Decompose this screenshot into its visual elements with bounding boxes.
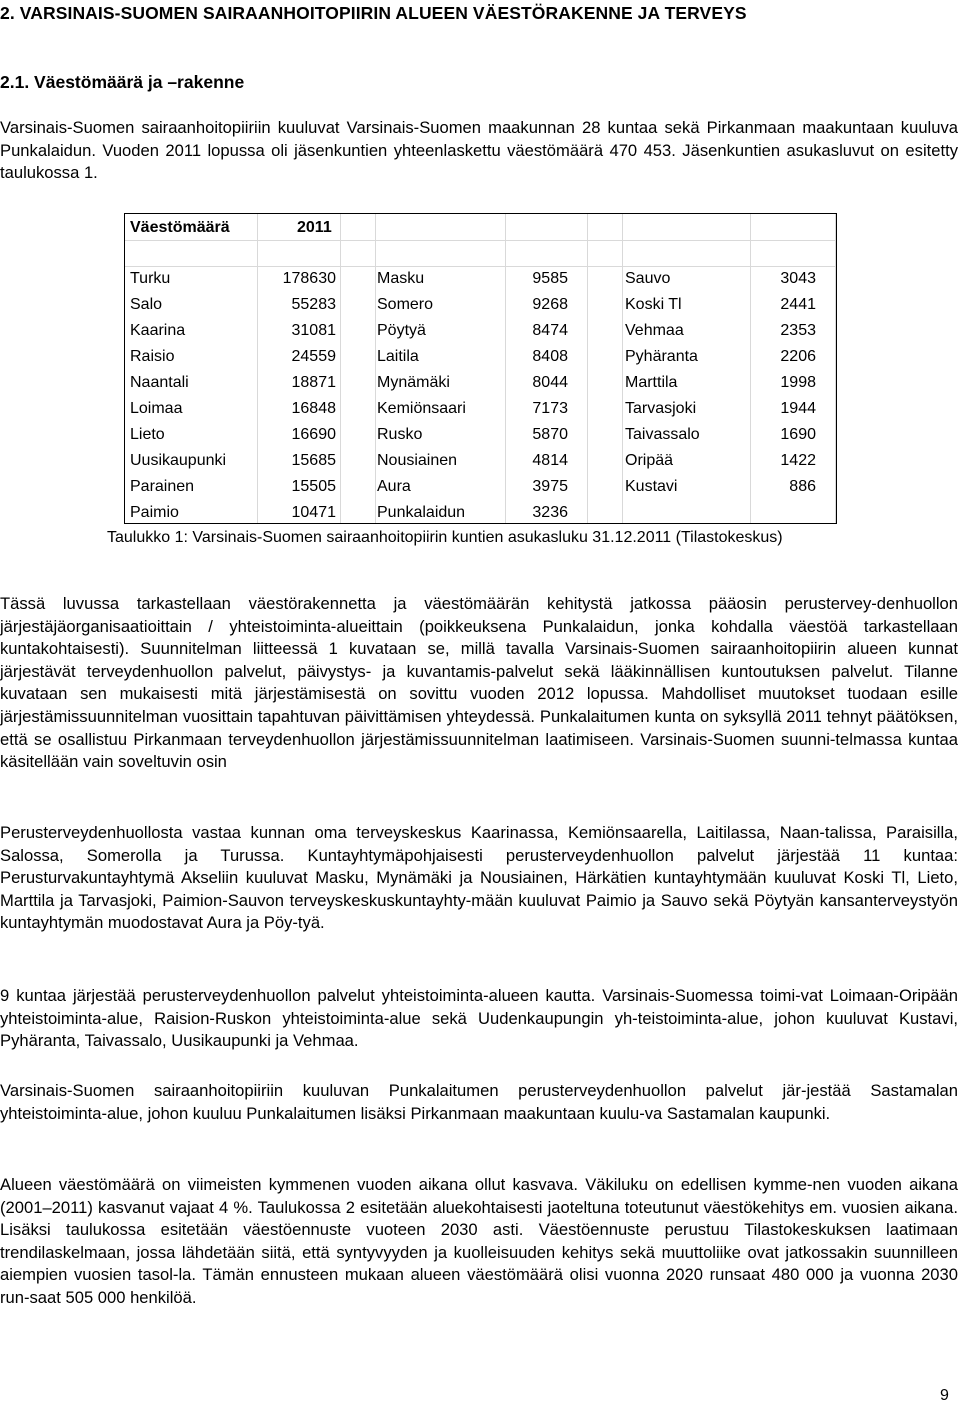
municipality-population: 3975	[532, 478, 568, 495]
table-grid-line	[340, 214, 341, 523]
municipality-name: Mynämäki	[377, 374, 450, 391]
municipality-name: Raisio	[130, 348, 175, 365]
municipality-population: 1690	[780, 426, 816, 443]
municipality-name: Pöytyä	[377, 322, 426, 339]
table-grid-line	[125, 266, 836, 267]
municipality-name: Loimaa	[130, 400, 183, 417]
municipality-name: Sauvo	[625, 270, 671, 287]
municipality-population: 3236	[532, 504, 568, 521]
municipality-name: Turku	[130, 270, 171, 287]
body-paragraph: Perusterveydenhuollosta vastaa kunnan oma terveyskeskus Kaarinassa, Kemiönsaarella, Laitilassa, Naan-talissa, Paraisilla, Salossa, Somerolla ja Turussa. Kuntayhtymäpohjaisesti perusterveydenhuollon palvelut järjestää 11 kuntaa: Perusturvakuntayhtymä Akseliin kuuluvat Masku, Mynämäki ja Nousiainen, Härkätien kuntayhtymään kuuluvat Koski Tl, Lieto, Marttila ja Tarvasjoki, Paimion-Sauvon terveyskeskuskuntayhty-mään kuuluvat Paimio ja Sauvo sekä Pöytyän kansanterveystyön kuntayhtymän muodostavat Aura ja Pöy-tyä.	[0, 823, 958, 933]
table-grid-line	[257, 214, 258, 523]
municipality-name: Nousiainen	[377, 452, 458, 469]
body-paragraph: Alueen väestömäärä on viimeisten kymmenen vuoden aikana ollut kasvava. Väkiluku on edellisen kymme-nen vuoden aikana (2001–2011) kasvanut vajaat 4 %. Taulukossa 2 esitetään aluekohtaisesti jaoteltuna toteutunut väestökehitys em. vuosien aikana. Lisäksi taulukossa esitetään väestöennuste vuoteen 2030 asti. Väestöennuste perustuu Tilastokeskuksen laatimaan trendilaskelmaan, jossa lähdetään siitä, että syntyvyyden ja kuolleisuuden kehitys sekä muuttoliike ovat jatkossakin suunnilleen aiempien vuosien tasol-la. Tämän ennusteen mukaan alueen väestömäärä olisi vuonna 2020 runsaat 480 000 ja vuonna 2030 run-saat 505 000 henkilöä.	[0, 1175, 958, 1307]
municipality-population: 8474	[532, 322, 568, 339]
municipality-name: Naantali	[130, 374, 189, 391]
body-paragraph: Varsinais-Suomen sairaanhoitopiiriin kuuluvan Punkalaitumen perusterveydenhuollon palvelut jär-jestää Sastamalan yhteistoiminta-alue, johon kuuluu Punkalaitumen lisäksi Pirkanmaan maakuntaan kuulu-va Sastamalan kaupunki.	[0, 1081, 958, 1123]
municipality-name: Marttila	[625, 374, 678, 391]
table-grid-line	[587, 214, 588, 523]
municipality-population: 7173	[532, 400, 568, 417]
municipality-population: 9585	[532, 270, 568, 287]
page-number: 9	[940, 1387, 949, 1404]
table-grid-line	[375, 214, 376, 523]
municipality-population: 2206	[780, 348, 816, 365]
municipality-name: Aura	[377, 478, 411, 495]
table-grid-line	[125, 240, 836, 241]
municipality-name: Masku	[377, 270, 425, 287]
municipality-population: 178630	[282, 270, 336, 287]
municipality-name: Oripää	[625, 452, 674, 469]
table-header-year: 2011	[297, 219, 332, 236]
municipality-population: 886	[789, 478, 816, 495]
municipality-population: 8044	[532, 374, 568, 391]
table-grid-line	[750, 214, 751, 523]
municipality-population: 31081	[291, 322, 336, 339]
table-caption: Taulukko 1: Varsinais-Suomen sairaanhoitopiirin kuntien asukasluku 31.12.2011 (Tilastokeskus)	[107, 529, 783, 546]
municipality-name: Taivassalo	[625, 426, 700, 443]
section-heading: 2.1. Väestömäärä ja –rakenne	[0, 72, 245, 92]
municipality-name: Koski Tl	[625, 296, 682, 313]
table-grid-line	[505, 214, 506, 523]
municipality-name: Parainen	[130, 478, 195, 495]
municipality-population: 18871	[291, 374, 336, 391]
table-header-label: Väestömäärä	[130, 219, 230, 236]
municipality-name: Rusko	[377, 426, 423, 443]
municipality-population: 2441	[780, 296, 816, 313]
municipality-name: Salo	[130, 296, 163, 313]
municipality-population: 16848	[291, 400, 336, 417]
municipality-population: 9268	[532, 296, 568, 313]
municipality-name: Laitila	[377, 348, 419, 365]
chapter-heading: 2. VARSINAIS-SUOMEN SAIRAANHOITOPIIRIN ALUEEN VÄESTÖRAKENNE JA TERVEYS	[0, 3, 747, 23]
municipality-population: 15685	[291, 452, 336, 469]
municipality-population: 10471	[291, 504, 336, 521]
municipality-name: Somero	[377, 296, 434, 313]
municipality-population: 55283	[291, 296, 336, 313]
municipality-population: 4814	[532, 452, 568, 469]
municipality-name: Pyhäranta	[625, 348, 698, 365]
municipality-name: Punkalaidun	[377, 504, 466, 521]
municipality-population: 24559	[291, 348, 336, 365]
body-paragraph: Tässä luvussa tarkastellaan väestörakennetta ja väestömäärän kehitystä jatkossa pääosin perustervey-denhuollon järjestäjäorganisaatioittain / yhteistoiminta-alueittain (poikkeuksena Punkalaidun, jonka kohdalla väestöä tarkastellaan kuntakohtaisesti). Suunnitelman liitteessä 1 kuvataan se, millä tavalla Varsinais-Suomen sairaanhoitopiirin alueen kunnat järjestävät terveydenhuollon palvelut, päivystys- ja kuvantamis-palvelut sekä lääkinnällisen kuntoutuksen palvelut. Tilanne kuvataan sen mukaisesti mitä järjestämisestä on sovittu vuoden 2012 lopussa. Mahdolliset muutokset tuodaan esille järjestämissuunnitelman vuosittain tapahtuvan päivittämisen yhteydessä. Punkalaitumen kunta on syksyllä 2011 tehnyt päätöksen, että se osallistuu Pirkanmaan terveydenhuollon järjestämissuunnitelman laatimiseen. Varsinais-Suomen suunni-telmassa kuntaa käsitellään vain soveltuvin osin	[0, 594, 958, 772]
municipality-population: 2353	[780, 322, 816, 339]
municipality-name: Vehmaa	[625, 322, 684, 339]
municipality-name: Kustavi	[625, 478, 678, 495]
intro-paragraph: Varsinais-Suomen sairaanhoitopiiriin kuuluvat Varsinais-Suomen maakunnan 28 kuntaa sekä Pirkanmaan maakuntaan kuuluva Punkalaidun. Vuoden 2011 lopussa oli jäsenkuntien yhteenlaskettu väestömäärä 470 453. Jäsenkuntien asukasluvut on esitetty taulukossa 1.	[0, 118, 958, 183]
municipality-population: 3043	[780, 270, 816, 287]
municipality-name: Uusikaupunki	[130, 452, 227, 469]
municipality-population: 15505	[291, 478, 336, 495]
body-paragraph: 9 kuntaa järjestää perusterveydenhuollon palvelut yhteistoiminta-alueen kautta. Varsinais-Suomessa toimi-vat Loimaan-Oripään yhteistoiminta-alue, Raision-Ruskon yhteistoiminta-alue sekä Uudenkaupungin yh-teistoiminta-alue, johon kuuluvat Kustavi, Pyhäranta, Taivassalo, Uusikaupunki ja Vehmaa.	[0, 986, 958, 1051]
population-table	[124, 213, 837, 524]
table-grid-line	[835, 214, 836, 523]
municipality-name: Kaarina	[130, 322, 186, 339]
municipality-population: 8408	[532, 348, 568, 365]
municipality-population: 16690	[291, 426, 336, 443]
municipality-population: 1998	[780, 374, 816, 391]
municipality-name: Tarvasjoki	[625, 400, 697, 417]
municipality-name: Paimio	[130, 504, 179, 521]
municipality-population: 1944	[780, 400, 816, 417]
municipality-population: 5870	[532, 426, 568, 443]
municipality-name: Lieto	[130, 426, 165, 443]
municipality-population: 1422	[780, 452, 816, 469]
table-grid-line	[622, 214, 623, 523]
municipality-name: Kemiönsaari	[377, 400, 466, 417]
